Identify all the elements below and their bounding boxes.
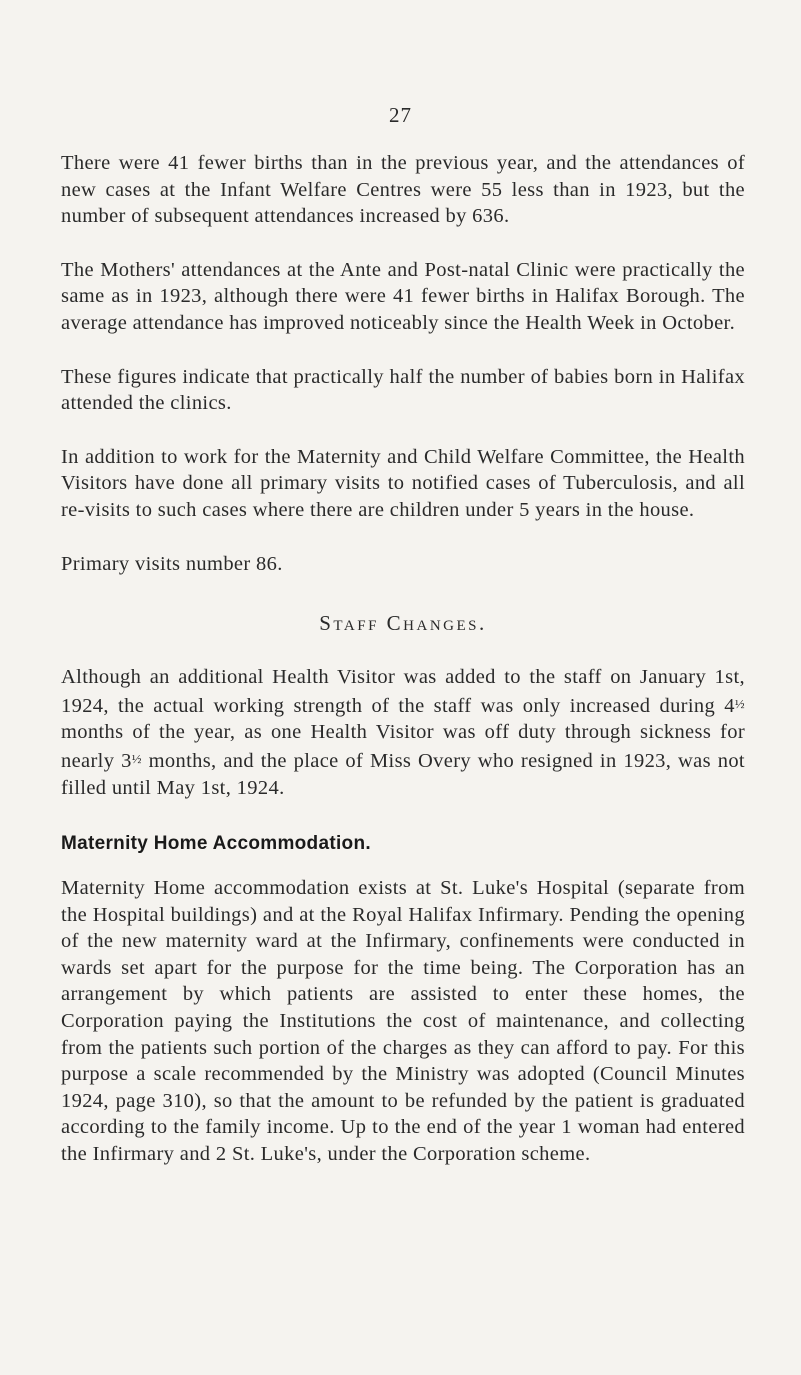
page-number: 27: [389, 103, 412, 127]
paragraph-mothers-attendances: The Mothers' attendances at the Ante and Post-natal Clinic were practically the same as in 1923, although there were 41 fewer births in Halifax Borough. The average attendance has improved noticeably since the Health Week in October.: [61, 258, 745, 334]
paragraph-figures: These figures indicate that practically half the number of babies born in Halifax attended the clinics.: [61, 365, 745, 415]
paragraph-health-visitors: In addition to work for the Maternity and Child Welfare Committee, the Health Visitors have done all primary visits to notified cases of Tuberculosis, and all re-visits to such cases where there are children under 5 years in the house.: [61, 445, 745, 521]
paragraph-births: There were 41 fewer births than in the previous year, and the attendances of new cases at the Infant Welfare Centres were 55 less than in 1923, but the number of subsequent attendances increased by 636.: [61, 152, 745, 228]
staff-changes-text-3: months, and the place of Miss Overy who resigned in 1923, was not filled until May 1st, 1924.: [61, 749, 745, 799]
page-content: [61, 150, 745, 1168]
staff-changes-text-2: months of the year, as one Health Visitor was off duty through sickness for nearly 3: [61, 721, 745, 772]
fraction-half-1: ½: [734, 695, 745, 711]
staff-changes-text-1: Although an additional Health Visitor was added to the staff on January 1st, 1924, the actual working strength of the staff was only increased during 4: [61, 666, 745, 717]
section-heading-maternity-home: Maternity Home Accommodation.: [61, 833, 371, 855]
paragraph-maternity-home: Maternity Home accommodation exists at St. Luke's Hospital (separate from the Hospital buildings) and at the Royal Halifax Infirmary. Pending the opening of the new maternity ward at the Infirmary, confinements were conducted in wards set apart for the purpose for the time being. The Corporation has an arrangement by which patients are assisted to enter these homes, the Corporation paying the Institutions the cost of maintenance, and collecting from the patients such portion of the charges as they can afford to pay. For this purpose a scale recommended by the Ministry was adopted (Council Minutes 1924, page 310), so that the amount to be refunded by the patient is graduated according to the family income. Up to the end of the year 1 woman had entered the Infirmary and 2 St. Luke's, under the Corporation scheme.: [61, 877, 745, 1166]
paragraph-staff-changes: [61, 664, 745, 801]
section-heading-staff-changes: Staff Changes.: [319, 611, 487, 636]
paragraph-primary-visits: Primary visits number 86.: [61, 552, 283, 575]
fraction-half-2: ½: [131, 750, 142, 766]
